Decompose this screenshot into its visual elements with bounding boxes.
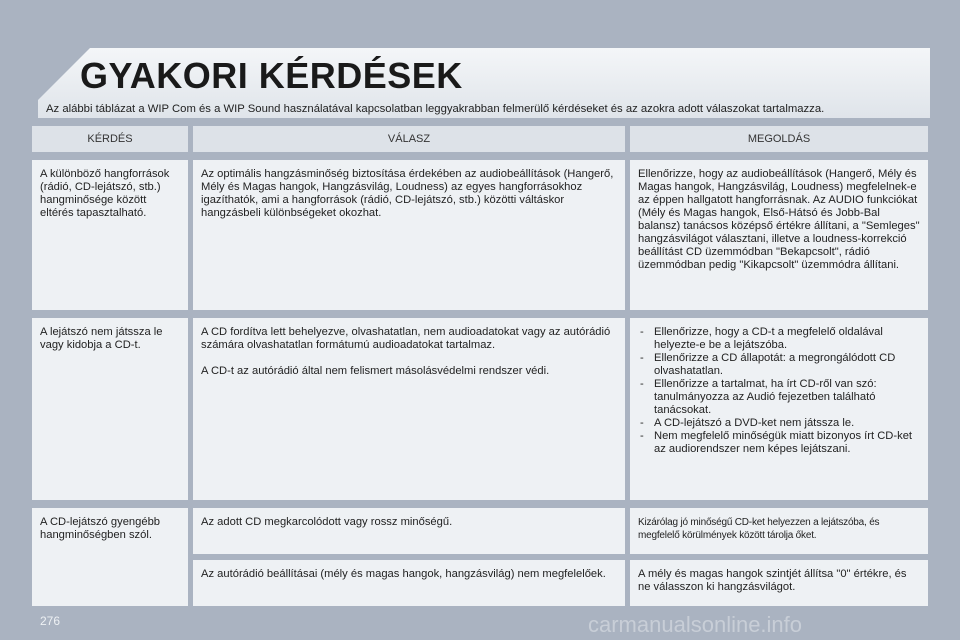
row1-solution bbox=[630, 160, 928, 310]
row2-answer bbox=[193, 318, 625, 500]
row3b-answer-text: Az autórádió beállításai (mély és magas hangok, hangzásvilág) nem megfelelőek. bbox=[201, 568, 606, 580]
watermark: carmanualsonline.info bbox=[588, 612, 803, 637]
row3-solution bbox=[630, 508, 928, 554]
row3-answer bbox=[193, 508, 625, 554]
row3b-solution bbox=[630, 560, 928, 606]
row2-answer-text-2: A CD-t az autórádió által nem felismert másolásvédelmi rendszer védi. bbox=[201, 365, 550, 377]
row2-solution bbox=[630, 318, 928, 500]
row3b-answer bbox=[193, 560, 625, 606]
row2-answer-text-1: A CD fordítva lett behelyezve, olvashatatlan, nem audioadatokat vagy az autórádió számára olvashatatlan formátumú audioadatokat tartalmaz. bbox=[201, 326, 611, 351]
list-item: - Nem megfelelő minőségük miatt bizonyos írt CD-ket az audiorendszer nem képes lejátszani. bbox=[638, 430, 920, 456]
row3b-solution-text: A mély és magas hangok szintjét állítsa "0" értékre, és ne válasszon ki hangzásvilágot. bbox=[638, 568, 907, 593]
row3-solution-text: Kizárólag jó minőségű CD-ket helyezzen a lejátszóba, és megfelelő körülmények között tárolja őket. bbox=[638, 517, 880, 541]
row3-question-text: A CD-lejátszó gyengébb hangminőségben szól. bbox=[40, 516, 161, 541]
header-question: KÉRDÉS bbox=[32, 126, 188, 152]
list-item: - Ellenőrizze, hogy a CD-t a megfelelő oldalával helyezte-e be a lejátszóba. bbox=[638, 326, 920, 352]
row2-solution-list bbox=[638, 326, 920, 456]
list-item: - A CD-lejátszó a DVD-ket nem játssza le. bbox=[638, 417, 920, 430]
header-solution: MEGOLDÁS bbox=[630, 126, 928, 152]
row1-solution-text: Ellenőrizze, hogy az audiobeállítások (Hangerő, Mély és Magas hangok, Hangzásvilág, Loudness) megfelelnek-e az éppen hallgatott hangforrásnak. Az AUDIO funkciókat (Mély és Magas hangok, Első-Hátsó és Jobb-Bal balansz) tanácsos középső értékre állítani, a "Semleges" hangzásvilágot választani, illetve a loudness-korrekció beállítást CD üzemmódban "Bekapcsolt", rádió üzemmódban pedig "Kikapcsolt" üzemmódra állítani. bbox=[638, 168, 920, 271]
page-title: GYAKORI KÉRDÉSEK bbox=[80, 55, 463, 96]
row1-answer-text: Az optimális hangzásminőség biztosítása érdekében az audiobeállítások (Hangerő, Mély és Magas hangok, Hangzásvilág, Loudness) az egyes hangforrásokhoz igazíthatók, ami a hangforrások (rádió, CD-lejátszó, stb.) közötti váltáskor hangzásbeli különbségeket okozhat. bbox=[201, 168, 614, 219]
row1-question bbox=[32, 160, 188, 310]
list-item: - Ellenőrizze a tartalmat, ha írt CD-ről van szó: tanulmányozza az Audió fejezetben található tanácsokat. bbox=[638, 378, 920, 417]
page-number: 276 bbox=[40, 614, 61, 628]
header-answer: VÁLASZ bbox=[193, 126, 625, 152]
row1-question-text: A különböző hangforrások (rádió, CD-lejátszó, stb.) hangminősége között eltérés tapasztalható. bbox=[40, 168, 170, 219]
row2-question-text: A lejátszó nem játssza le vagy kidobja a CD-t. bbox=[40, 326, 163, 351]
row3-question bbox=[32, 508, 188, 606]
list-item: - Ellenőrizze a CD állapotát: a megrongálódott CD olvashatatlan. bbox=[638, 352, 920, 378]
row3-answer-text: Az adott CD megkarcolódott vagy rossz minőségű. bbox=[201, 516, 453, 528]
intro-text: Az alábbi táblázat a WIP Com és a WIP Sound használatával kapcsolatban leggyakrabban felmerülő kérdéseket és az azokra adott válaszokat tartalmazza. bbox=[46, 103, 825, 115]
row2-question bbox=[32, 318, 188, 500]
row1-answer bbox=[193, 160, 625, 310]
